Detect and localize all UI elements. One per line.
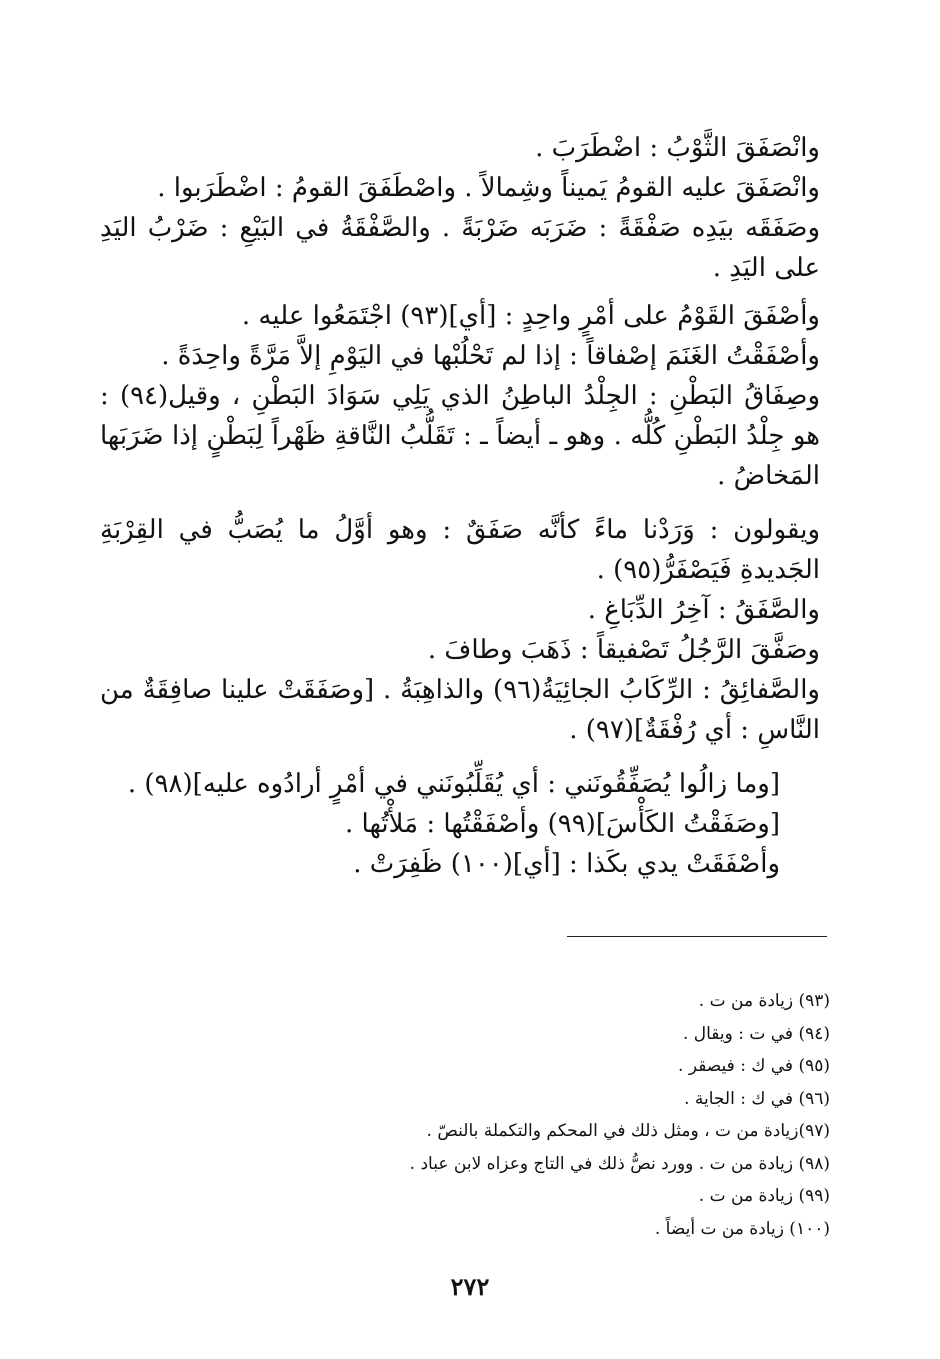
footnote: (٩٤) في ت : ويقال . (682, 1023, 830, 1044)
footnote: (٩٥) في ك : فيصقر . (678, 1056, 830, 1076)
paragraph: وانْصَفَقَ الثَّوْبُ : اضْطَرَبَ . (535, 133, 820, 163)
footnote: (١٠٠) زيادة من ت أيضاً . (654, 1218, 830, 1239)
footnote: (٩٧)زيادة من ت ، ومثل ذلك في المحكم والتكملة بالنصّ . (426, 1121, 830, 1141)
paragraph: والصَّفَقُ : آخِرُ الدِّبَاغِ . (587, 595, 820, 625)
paragraph: وصَفَّقَ الرَّجُلُ تَصْفيقاً : ذَهَبَ وطافَ . (427, 635, 820, 665)
paragraph: وانْصَفَقَ عليه القومُ يَميناً وشِمالاً . واصْطَفَقَ القومُ : اضْطَرَبوا . (157, 173, 820, 203)
paragraph: وأصْفَقَتْ يدي بكَذا : [أي](١٠٠) ظَفِرَتْ . (353, 849, 780, 879)
footnote: (٩٦) في ك : الجاية . (684, 1088, 830, 1109)
paragraph: ويقولون : وَرَدْنا ماءً كأنَّه صَفَقٌ : وهو أوَّلُ ما يُصَبُّ في القِرْبَةِ الجَديدةِ فَيَصْفَرُّ(٩٥) . (100, 515, 820, 585)
footnote: (٩٩) زيادة من ت . (698, 1186, 830, 1206)
paragraph: والصَّفائِقُ : الرِّكَابُ الجائِيَةُ(٩٦) والذاهِبَةُ . [وصَفَقَتْ علينا صافِقَةٌ من النَّاسِ : أي رُفْقَةٌ](٩٧) . (100, 675, 820, 745)
footnotes (300, 985, 830, 1245)
paragraph: [وما زالُوا يُصَفِّقُونَني : أي يُقَلِّبُونَني في أمْرٍ أرادُوه عليه](٩٨) . (127, 769, 780, 799)
footnote: (٩٣) زيادة من ت . (698, 991, 830, 1011)
paragraph: وصِفَاقُ البَطْنِ : الجِلْدُ الباطِنُ الذي يَلِي سَوَادَ البَطْنِ ، وقيل(٩٤) : هو جِلْدُ البَطْنِ كُلُّه . وهو ـ أيضاً ـ : تَقَلُّبُ النَّاقةِ ظَهْراً لِبَطْنٍ إذا ضَرَبَها المَخاضُ . (100, 381, 821, 491)
footnote: (٩٨) زيادة من ت . وورد نصُّ ذلك في التاج وعزاه لابن عباد . (409, 1153, 830, 1174)
main-text (100, 120, 820, 884)
paragraph: وأصْفَقَ القَوْمُ على أمْرٍ واحِدٍ : [أي](٩٣) اجْتَمَعُوا عليه . (241, 301, 820, 331)
page-number: ٢٧٢ (450, 1272, 490, 1301)
paragraph: وأصْفَقْتُ الغَنَمَ إصْفاقاً : إذا لم تَحْلُبْها في اليَوْمِ إلاَّ مَرَّةً واحِدَةً . (161, 341, 820, 371)
footnote-divider (567, 936, 827, 937)
paragraph: وصَفَقَه بيَدِه صَفْقَةً : ضَرَبَه ضَرْبَةً . والصَّفْقَةُ في البَيْعِ : ضَرْبُ اليَدِ على اليَدِ . (100, 213, 820, 283)
paragraph: [وصَفَقْتُ الكَأْسَ](٩٩) وأصْفَقْتُها : مَلأْتُها . (345, 809, 780, 839)
